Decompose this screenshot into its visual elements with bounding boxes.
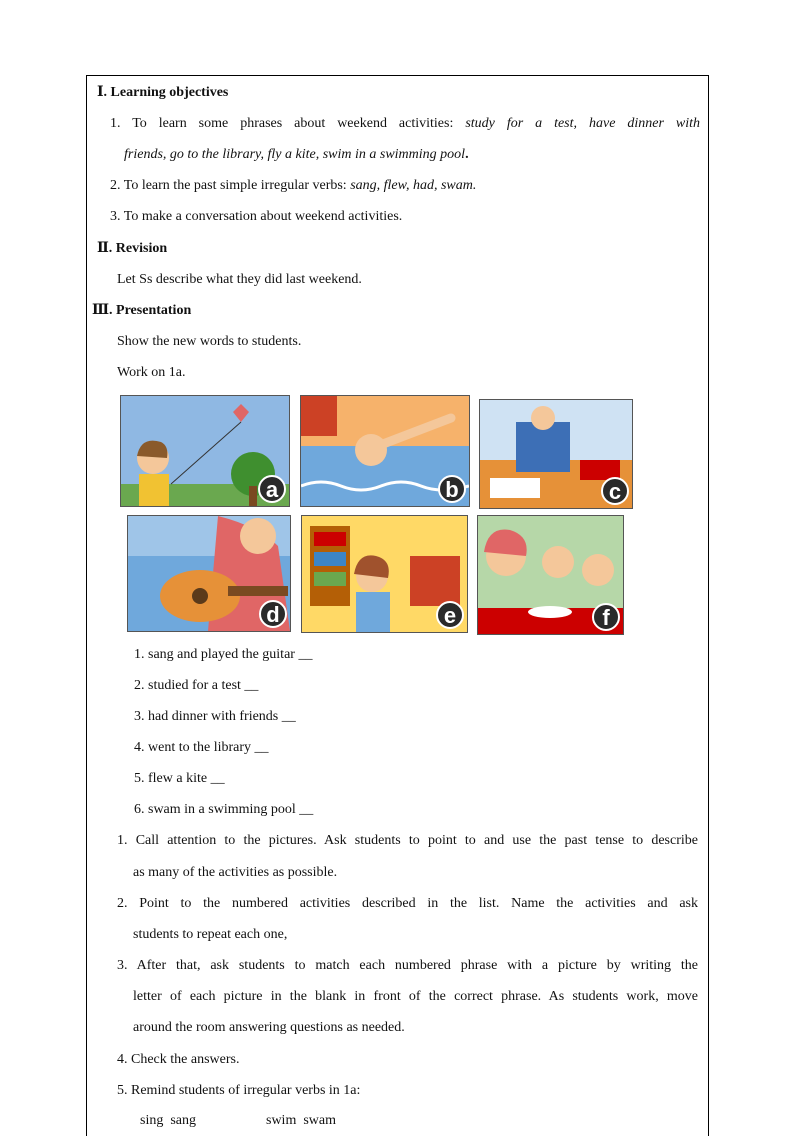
step-text: letter of each picture in the blank in front of the correct phrase. As students work, move <box>133 989 698 1004</box>
list-item: 5. flew a kite __ <box>134 771 225 786</box>
list-item: 4. went to the library __ <box>134 740 269 755</box>
picture-letter: b <box>438 475 466 503</box>
objective-3: 3. To make a conversation about weekend activities. <box>110 209 403 224</box>
section-heading: Ⅰ. Learning objectives <box>97 85 229 100</box>
picture-letter: e <box>436 601 464 629</box>
list-item: 6. swam in a swimming pool __ <box>134 802 314 817</box>
picture-c <box>479 399 633 509</box>
presentation-text: Work on 1a. <box>117 365 186 380</box>
picture-letter: a <box>258 475 286 503</box>
step-text: 4. Check the answers. <box>117 1052 240 1067</box>
picture-f <box>477 515 624 635</box>
picture-d <box>127 515 291 632</box>
step-text: around the room answering questions as needed. <box>133 1020 405 1035</box>
list-item: 1. sang and played the guitar __ <box>134 647 313 662</box>
picture-letter: f <box>592 603 620 631</box>
step-text: sing sang swim swam <box>140 1113 336 1128</box>
picture-letter: c <box>601 477 629 505</box>
picture-letter: d <box>259 600 287 628</box>
step-text: students to repeat each one, <box>133 927 288 942</box>
step-text: 3. After that, ask students to match each numbered phrase with a picture by writing the <box>117 958 698 973</box>
step-text: 5. Remind students of irregular verbs in 1a: <box>117 1083 361 1098</box>
section-heading: Ⅲ. Presentation <box>92 303 192 318</box>
picture-a <box>120 395 290 507</box>
step-text: 2. Point to the numbered activities described in the list. Name the activities and ask <box>117 896 698 911</box>
objective-1-line-2: friends, go to the library, fly a kite, swim in a swimming pool. <box>124 147 469 162</box>
picture-e <box>301 515 468 633</box>
step-text: as many of the activities as possible. <box>133 865 338 880</box>
picture-b <box>300 395 470 507</box>
presentation-text: Show the new words to students. <box>117 334 302 349</box>
step-text: 1. Call attention to the pictures. Ask students to point to and use the past tense to describe <box>117 833 698 848</box>
revision-text: Let Ss describe what they did last weekend. <box>117 272 362 287</box>
objective-1-line-1: 1. To learn some phrases about weekend activities: study for a test, have dinner with <box>110 116 700 131</box>
section-heading: Ⅱ. Revision <box>97 241 168 256</box>
list-item: 3. had dinner with friends __ <box>134 709 296 724</box>
objective-2: 2. To learn the past simple irregular verbs: sang, flew, had, swam. <box>110 178 477 193</box>
list-item: 2. studied for a test __ <box>134 678 259 693</box>
